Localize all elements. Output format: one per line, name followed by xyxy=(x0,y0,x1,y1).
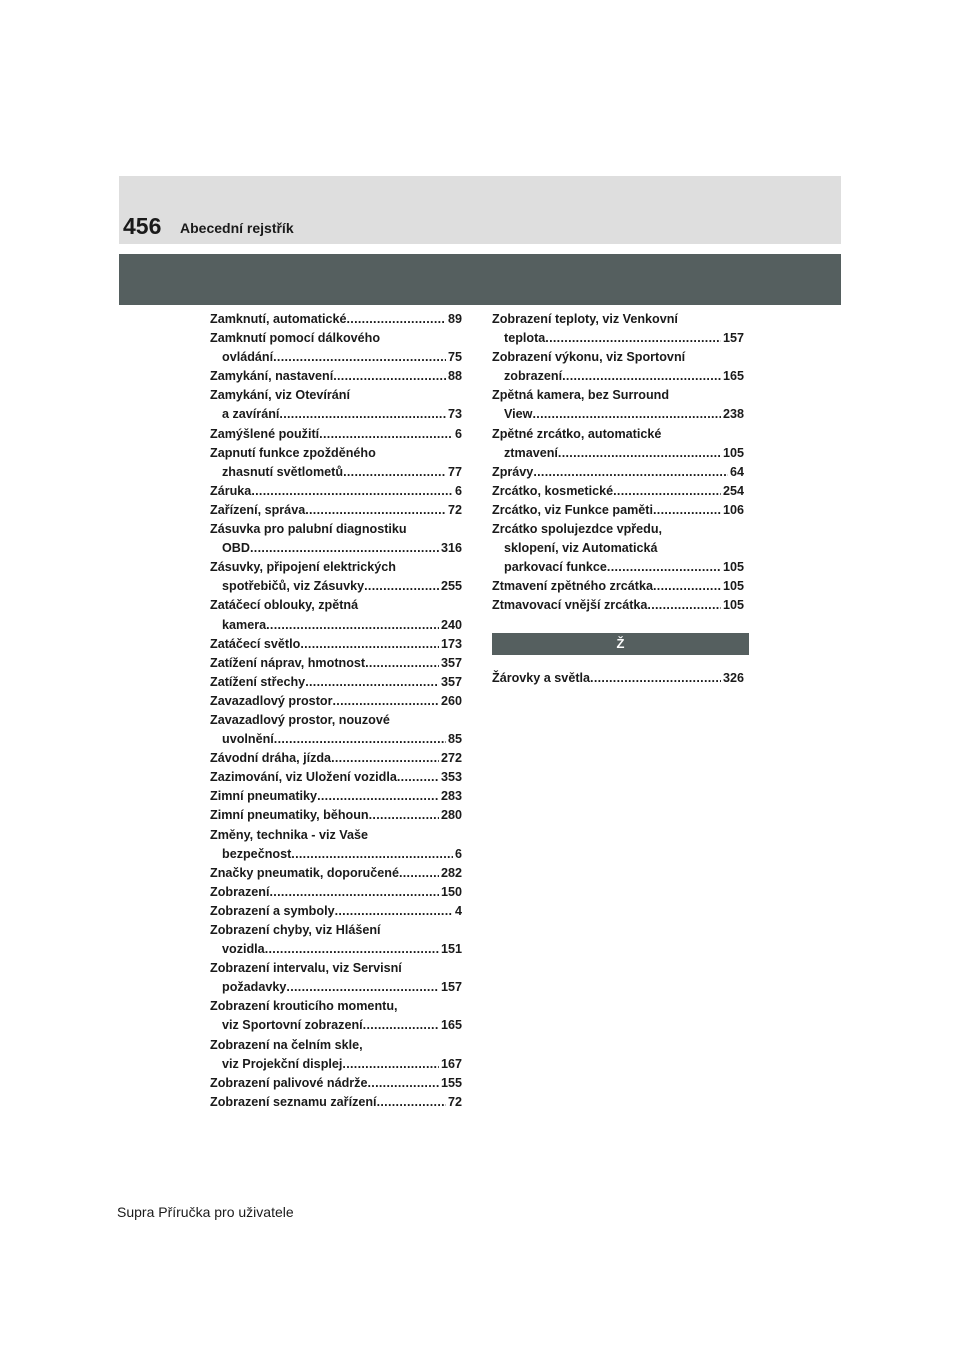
entry-text: Zatáčecí světlo xyxy=(210,636,301,651)
entry-text: bezpečnost xyxy=(222,846,292,861)
index-entry xyxy=(210,596,462,634)
dot-leader xyxy=(273,348,446,367)
entry-page-number: 6 xyxy=(454,426,462,441)
dot-leader xyxy=(532,405,721,424)
entry-text: Značky pneumatik, doporučené xyxy=(210,865,399,880)
index-entry xyxy=(210,959,462,997)
entry-text: Zavazadlový prostor xyxy=(210,693,333,708)
entry-page-number: 316 xyxy=(440,541,462,556)
entry-text: kamera xyxy=(222,617,267,632)
dot-leader xyxy=(607,558,721,577)
entry-text: Zamknutí pomocí dálkového xyxy=(210,331,381,346)
entry-text: zhasnutí světlometů xyxy=(222,464,344,479)
entry-text: Záruka xyxy=(210,483,252,498)
entry-page-number: 75 xyxy=(447,350,462,365)
dot-leader xyxy=(305,673,439,692)
dot-leader xyxy=(613,482,721,501)
entry-text: View xyxy=(504,407,533,422)
entry-page-number: 4 xyxy=(454,903,462,918)
entry-page-number: 77 xyxy=(447,464,462,479)
entry-page-number: 151 xyxy=(440,942,462,957)
entry-text: Zatížení střechy xyxy=(210,674,306,689)
entry-page-number: 167 xyxy=(440,1056,462,1071)
index-entry xyxy=(210,921,462,959)
entry-page-number: 353 xyxy=(440,770,462,785)
entry-text: Zobrazení na čelním skle, xyxy=(210,1037,363,1052)
dot-leader xyxy=(305,501,446,520)
entry-page-number: 105 xyxy=(722,445,744,460)
entry-text: Zobrazení teploty, viz Venkovní xyxy=(492,312,678,326)
dot-leader xyxy=(364,577,439,596)
entry-page-number: 173 xyxy=(440,636,462,651)
dot-leader xyxy=(300,635,439,654)
index-entry xyxy=(492,596,744,615)
dot-leader xyxy=(265,940,439,959)
entry-page-number: 155 xyxy=(440,1075,462,1090)
entry-text: Zásuvka pro palubní diagnostiku xyxy=(210,522,407,537)
dot-leader xyxy=(343,463,446,482)
entry-text: viz Projekční displej xyxy=(222,1056,343,1071)
index-entry xyxy=(492,386,744,424)
entry-text: Zamykání, viz Otevírání xyxy=(210,388,350,403)
index-entry xyxy=(210,425,462,444)
index-entry xyxy=(210,692,462,711)
dot-leader xyxy=(590,669,721,688)
entry-page-number: 357 xyxy=(440,655,462,670)
entry-text: vozidla xyxy=(222,942,265,957)
index-entry xyxy=(210,654,462,673)
index-entry xyxy=(210,386,462,424)
index-entry xyxy=(492,669,744,688)
dot-leader xyxy=(317,787,439,806)
dot-leader xyxy=(250,539,439,558)
index-column-right xyxy=(492,310,744,688)
dot-leader xyxy=(533,463,728,482)
dot-leader xyxy=(558,444,721,463)
entry-text: Změny, technika - viz Vaše xyxy=(210,827,368,842)
entry-text: Zprávy xyxy=(492,464,534,479)
index-entry xyxy=(210,520,462,558)
index-entry xyxy=(210,635,462,654)
dot-leader xyxy=(562,367,721,386)
entry-text: OBD xyxy=(222,541,250,556)
index-entry xyxy=(492,463,744,482)
entry-text: Zásuvky, připojení elektrických xyxy=(210,560,396,575)
dot-leader xyxy=(286,978,439,997)
index-entry xyxy=(210,482,462,501)
entry-page-number: 6 xyxy=(454,846,462,861)
index-entry xyxy=(210,329,462,367)
entry-text: ovládání xyxy=(222,350,274,365)
entry-page-number: 238 xyxy=(722,407,744,422)
entry-page-number: 89 xyxy=(447,312,462,326)
entry-text: Zobrazení seznamu zařízení xyxy=(210,1094,377,1109)
entry-text: Zobrazení intervalu, viz Servisní xyxy=(210,961,402,976)
entry-page-number: 272 xyxy=(440,751,462,766)
entry-text: Zobrazení chyby, viz Hlášení xyxy=(210,923,381,937)
entry-page-number: 150 xyxy=(440,884,462,899)
index-entry xyxy=(210,997,462,1035)
index-entry xyxy=(210,1036,462,1074)
entry-text: Zamýšlené použití xyxy=(210,426,320,441)
entry-text: Zavazadlový prostor, nouzové xyxy=(210,712,390,727)
dot-leader xyxy=(279,405,446,424)
entry-page-number: 105 xyxy=(722,579,744,594)
entry-page-number: 260 xyxy=(440,693,462,708)
dot-leader xyxy=(653,577,721,596)
dot-leader xyxy=(266,616,439,635)
index-entry xyxy=(210,1074,462,1093)
entry-text: požadavky xyxy=(222,980,287,995)
entry-page-number: 280 xyxy=(440,808,462,823)
entry-page-number: 255 xyxy=(440,579,462,594)
entry-text: Zatížení náprav, hmotnost xyxy=(210,655,366,670)
entry-text: Zobrazení palivové nádrže xyxy=(210,1075,368,1090)
dot-leader xyxy=(369,806,439,825)
entry-text: uvolnění xyxy=(222,732,274,747)
dot-leader xyxy=(291,845,453,864)
dot-leader xyxy=(331,749,439,768)
entry-text: Zimní pneumatiky, běhoun xyxy=(210,808,369,823)
entry-page-number: 283 xyxy=(440,789,462,804)
entry-page-number: 88 xyxy=(447,369,462,384)
entry-text: Zamykání, nastavení xyxy=(210,369,334,384)
entry-page-number: 165 xyxy=(440,1018,462,1033)
index-entry xyxy=(210,883,462,902)
entry-text: Zobrazení xyxy=(210,884,270,899)
index-entry xyxy=(210,826,462,864)
dot-leader xyxy=(335,902,453,921)
index-entry xyxy=(210,310,462,329)
dot-leader xyxy=(274,730,446,749)
entry-page-number: 157 xyxy=(722,331,744,346)
entry-page-number: 85 xyxy=(447,732,462,747)
index-entry xyxy=(210,711,462,749)
index-entry xyxy=(492,501,744,520)
entry-text: a zavírání xyxy=(222,407,280,422)
dot-leader xyxy=(399,864,439,883)
index-entry xyxy=(210,902,462,921)
page-footer: Supra Příručka pro uživatele xyxy=(117,1204,294,1220)
dot-leader xyxy=(367,1074,439,1093)
entry-text: Zobrazení a symboly xyxy=(210,903,335,918)
entry-page-number: 106 xyxy=(722,502,744,517)
entry-page-number: 72 xyxy=(447,502,462,517)
letter-entries xyxy=(492,669,744,688)
entry-page-number: 73 xyxy=(447,407,462,422)
entry-text: teplota xyxy=(504,331,546,346)
index-entry xyxy=(492,482,744,501)
entry-text: Zobrazení krouticího momentu, xyxy=(210,999,398,1014)
entry-text: viz Sportovní zobrazení xyxy=(222,1018,363,1033)
index-entry xyxy=(210,787,462,806)
entry-text: Ztmavovací vnější zrcátka xyxy=(492,598,648,613)
entry-text: ztmavení xyxy=(504,445,558,460)
entry-text: Zatáčecí oblouky, zpětná xyxy=(210,598,359,613)
dot-leader xyxy=(319,425,453,444)
dot-leader xyxy=(545,329,721,348)
entry-text: Zpětná kamera, bez Surround xyxy=(492,388,670,403)
index-entry xyxy=(210,1093,462,1112)
dot-leader xyxy=(333,367,446,386)
dot-leader xyxy=(269,883,439,902)
index-entry xyxy=(210,768,462,787)
dot-leader xyxy=(342,1055,439,1074)
entry-page-number: 254 xyxy=(722,483,744,498)
entry-text: Zařízení, správa xyxy=(210,502,306,517)
dot-leader xyxy=(647,596,721,615)
entry-page-number: 165 xyxy=(722,369,744,384)
entry-text: Zimní pneumatiky xyxy=(210,789,318,804)
index-entry xyxy=(210,673,462,692)
index-entry xyxy=(210,864,462,883)
entry-text: Zrcátko spolujezdce vpředu, xyxy=(492,522,663,537)
index-entry xyxy=(492,425,744,463)
index-entry xyxy=(492,348,744,386)
entry-page-number: 105 xyxy=(722,598,744,613)
dot-leader xyxy=(363,1016,439,1035)
entry-text: sklopení, viz Automatická xyxy=(504,541,658,556)
dot-leader xyxy=(332,692,439,711)
entry-text: Zpětné zrcátko, automatické xyxy=(492,426,662,441)
entry-page-number: 64 xyxy=(729,464,744,479)
index-entry xyxy=(492,310,744,348)
section-title: Abecední rejstřík xyxy=(180,220,294,236)
index-entry xyxy=(210,806,462,825)
letter-header: Ž xyxy=(492,633,749,655)
dot-leader xyxy=(377,1093,446,1112)
dot-leader xyxy=(365,654,439,673)
index-entry xyxy=(210,749,462,768)
entry-page-number: 240 xyxy=(440,617,462,632)
index-entry xyxy=(492,577,744,596)
entry-text: Zrcátko, viz Funkce paměti xyxy=(492,502,653,517)
index-entry xyxy=(492,520,744,577)
entry-text: zobrazení xyxy=(504,369,563,384)
entry-text: Žárovky a světla xyxy=(492,670,591,685)
entry-page-number: 105 xyxy=(722,560,744,575)
entry-text: Zazimování, viz Uložení vozidla xyxy=(210,770,397,785)
entry-page-number: 357 xyxy=(440,674,462,689)
page-number: 456 xyxy=(123,213,162,239)
entry-page-number: 72 xyxy=(447,1094,462,1109)
entry-page-number: 6 xyxy=(454,483,462,498)
entry-text: spotřebičů, viz Zásuvky xyxy=(222,579,365,594)
index-column-left xyxy=(210,310,462,1112)
entry-text: Zrcátko, kosmetické xyxy=(492,483,614,498)
entry-text: Ztmavení zpětného zrcátka xyxy=(492,579,653,594)
dot-leader xyxy=(397,768,439,787)
section-divider-band xyxy=(119,254,841,305)
entry-page-number: 157 xyxy=(440,980,462,995)
entry-text: Zamknutí, automatické xyxy=(210,312,347,326)
right-entries xyxy=(492,310,744,616)
entry-text: Zobrazení výkonu, viz Sportovní xyxy=(492,350,686,365)
entry-text: parkovací funkce xyxy=(504,560,607,575)
index-entry xyxy=(210,501,462,520)
entry-page-number: 282 xyxy=(440,865,462,880)
index-entry xyxy=(210,558,462,596)
entry-text: Zapnutí funkce zpožděného xyxy=(210,445,376,460)
entry-text: Závodní dráha, jízda xyxy=(210,751,332,766)
entry-page-number: 326 xyxy=(722,670,744,685)
index-entry xyxy=(210,367,462,386)
dot-leader xyxy=(251,482,453,501)
dot-leader xyxy=(346,310,446,329)
dot-leader xyxy=(653,501,721,520)
index-entry xyxy=(210,444,462,482)
